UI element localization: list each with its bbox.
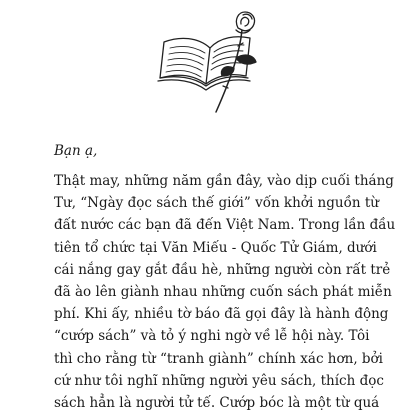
letter-body xyxy=(54,170,400,414)
letter-line: Tư, “Ngày đọc sách thế giới” vốn khởi nguồn từ xyxy=(54,195,379,212)
letter-greeting: Bạn ạ, xyxy=(54,143,98,159)
letter-line: “cướp sách” và tỏ ý nghi ngờ về lễ hội này. Tôi xyxy=(54,328,370,345)
letter-line: tiên tổ chức tại Văn Miếu - Quốc Tử Giám, dưới xyxy=(54,239,377,256)
letter-line: đất nước các bạn đã đến Việt Nam. Trong lần đầu xyxy=(54,217,396,234)
letter-line: phí. Khi ấy, nhiều tờ báo đã gọi đây là hành động xyxy=(54,306,389,323)
letter-line: Thật may, những năm gần đây, vào dịp cuối tháng xyxy=(54,173,394,189)
letter-line: sách hẳn là người tử tế. Cướp bóc là một từ quá xyxy=(54,395,380,412)
letter-line: đã ào lên giành nhau những cuốn sách phát miễn xyxy=(54,284,392,301)
open-book-with-rose-icon xyxy=(150,6,270,118)
letter-line: cứ như tôi nghĩ những người yêu sách, thích đọc xyxy=(54,372,384,389)
letter-line: cái nắng gay gắt đầu hè, những người còn rất trẻ xyxy=(54,261,391,278)
letter-line: thì cho rằng từ “tranh giành” chính xác hơn, bởi xyxy=(54,350,383,367)
